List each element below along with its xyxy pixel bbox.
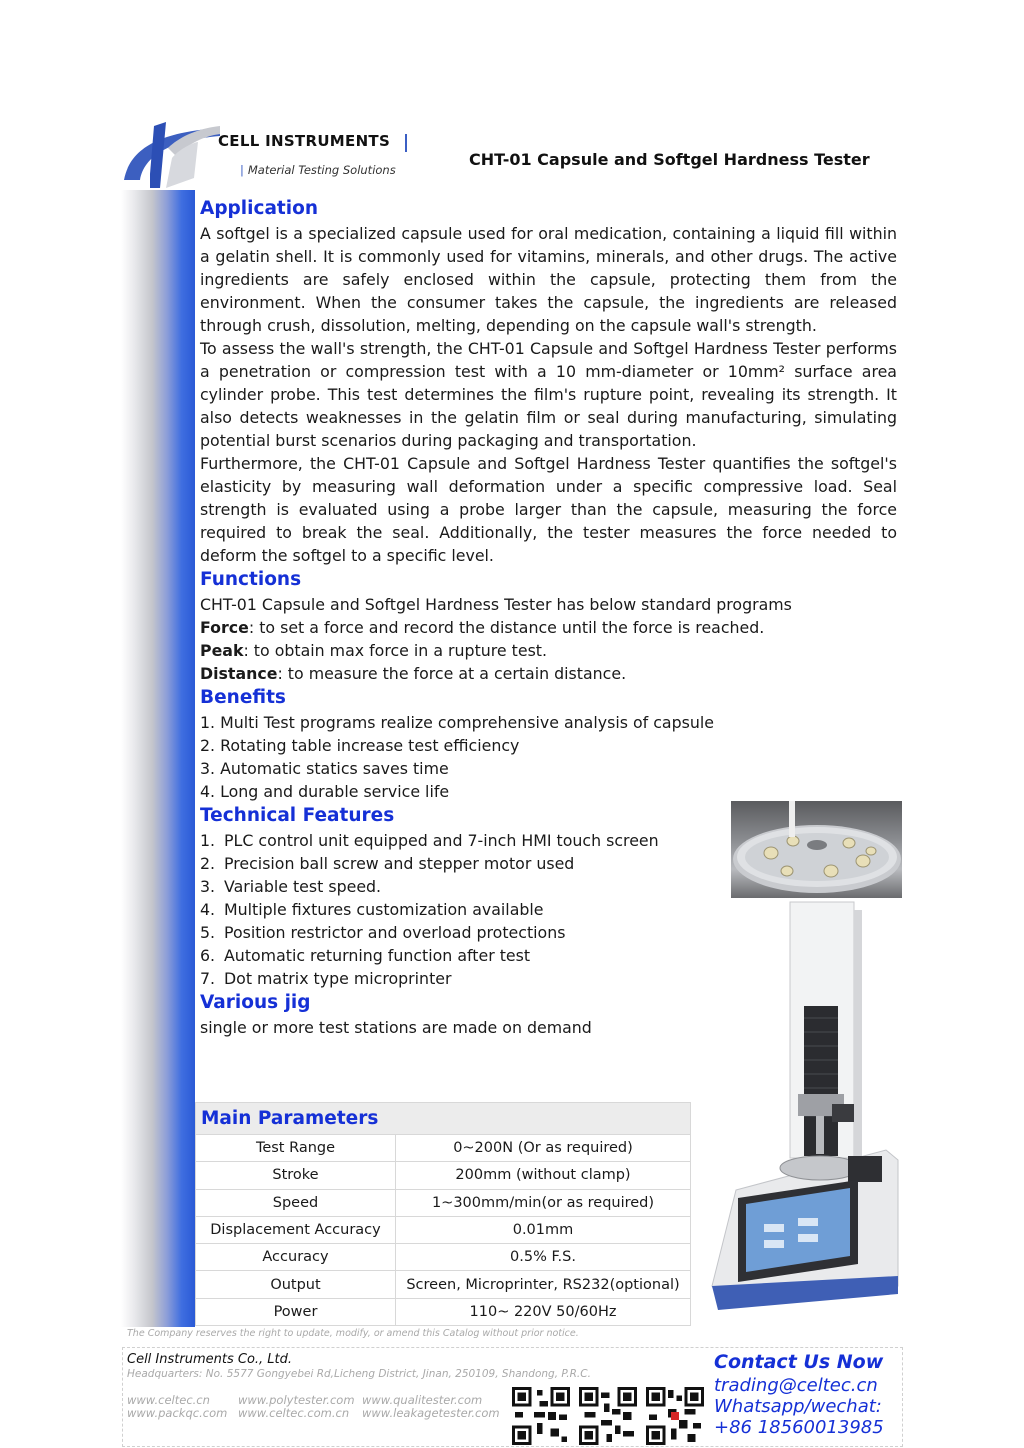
function-term: Peak [200,641,244,660]
feature-number: 6. [200,946,216,965]
application-paragraph: To assess the wall's strength, the CHT-01 Capsule and Softgel Hardness Tester performs a penetration or compression test with a 10 mm-diameter or 10mm² surface area cylinder probe. This test determines the film's rupture point, revealing its strength. It also detects weaknesses in the gelatin film or seal during manufacturing, simulating potential burst scenarios during packaging and transportation. [200,339,897,450]
feature-number: 7. [200,969,216,988]
feature-text: Position restrictor and overload protections [224,923,566,942]
table-row [196,1216,691,1243]
function-item [200,662,897,685]
functions-heading: Functions [200,569,302,590]
parameters-heading: Main Parameters [196,1103,691,1135]
benefits-heading: Benefits [200,687,286,708]
param-value: 110~ 220V 50/60Hz [396,1298,691,1325]
function-term: Distance [200,664,278,683]
table-row [196,1162,691,1189]
function-item [200,616,897,639]
table-row [196,1135,691,1162]
function-desc: : to measure the force at a certain distance. [277,664,627,683]
headquarters-address: Headquarters: No. 5577 Gongyebei Rd,Licheng District, Jinan, 250109, Shandong, P.R.C. [127,1368,591,1380]
param-value: Screen, Microprinter, RS232(optional) [396,1271,691,1298]
benefit-item: 3. Automatic statics saves time [200,759,449,778]
feature-text: Dot matrix type microprinter [224,969,452,988]
param-value: 0.5% F.S. [396,1244,691,1271]
feature-text: Automatic returning function after test [224,946,531,965]
brand-tagline: | Material Testing Solutions [240,163,396,177]
function-desc: : to set a force and record the distance until the force is reached. [248,618,765,637]
website-link[interactable]: www.leakagetester.com [362,1406,500,1420]
feature-text: Variable test speed. [224,877,382,896]
company-name: Cell Instruments Co., Ltd. [127,1352,293,1367]
website-link[interactable]: www.qualitester.com [362,1393,483,1407]
param-name: Power [196,1298,396,1325]
function-term: Force [200,618,249,637]
feature-number: 5. [200,923,216,942]
rotating-table-photo [731,801,902,898]
param-value: 0~200N (Or as required) [396,1135,691,1162]
contact-email[interactable]: trading@celtec.cn [714,1375,878,1396]
table-row [196,1189,691,1216]
contact-whatsapp-label: Whatsapp/wechat: [714,1396,882,1417]
tagline-text: Material Testing Solutions [247,163,396,177]
qr-code-icon [579,1387,637,1445]
qr-code-icon [646,1387,704,1445]
brand-name: CELL INSTRUMENTS [218,132,391,150]
feature-number: 3. [200,877,216,896]
application-paragraph: Furthermore, the CHT-01 Capsule and Softgel Hardness Tester quantifies the softgel's elasticity by measuring wall deformation under a specific compressive load. Seal strength is evaluated using a probe larger than the capsule, measuring the force required to break the seal. Additionally, the tester measures the force needed to deform the softgel to a specific level. [200,454,897,565]
table-row [196,1298,691,1325]
param-name: Test Range [196,1135,396,1162]
contact-phone[interactable]: +86 18560013985 [714,1417,884,1438]
param-name: Stroke [196,1162,396,1189]
side-decoration [121,190,195,1327]
param-value: 200mm (without clamp) [396,1162,691,1189]
disclaimer: The Company reserves the right to update, modify, or amend this Catalog without prior notice. [127,1328,579,1339]
param-name: Displacement Accuracy [196,1216,396,1243]
document-title: CHT-01 Capsule and Softgel Hardness Tester [469,150,870,169]
benefit-item: 1. Multi Test programs realize comprehensive analysis of capsule [200,713,714,732]
qr-code-icon [512,1387,570,1445]
table-row [196,1244,691,1271]
functions-intro: CHT-01 Capsule and Softgel Hardness Tester has below standard programs [200,595,792,614]
website-link[interactable]: www.polytester.com [238,1393,355,1407]
benefit-item: 4. Long and durable service life [200,782,450,801]
table-header-row [196,1103,691,1135]
website-link[interactable]: www.celtec.com.cn [238,1406,350,1420]
feature-text: PLC control unit equipped and 7-inch HMI touch screen [224,831,659,850]
function-desc: : to obtain max force in a rupture test. [243,641,548,660]
website-link[interactable]: www.celtec.cn [127,1393,210,1407]
function-item [200,639,897,662]
main-parameters-table [195,1102,691,1326]
contact-heading: Contact Us Now [714,1351,884,1373]
param-name: Speed [196,1189,396,1216]
feature-text: Multiple fixtures customization available [224,900,544,919]
jig-text: single or more test stations are made on demand [200,1018,592,1037]
technical-heading: Technical Features [200,805,395,826]
tester-machine-photo [708,898,903,1326]
param-value: 0.01mm [396,1216,691,1243]
application-heading: Application [200,198,319,219]
brand-divider [405,134,407,152]
company-logo [120,118,420,194]
feature-number: 2. [200,854,216,873]
website-link[interactable]: www.packqc.com [127,1406,228,1420]
jig-heading: Various jig [200,992,311,1013]
feature-text: Precision ball screw and stepper motor used [224,854,575,873]
table-row [196,1271,691,1298]
benefit-item: 2. Rotating table increase test efficiency [200,736,520,755]
param-name: Output [196,1271,396,1298]
param-value: 1~300mm/min(or as required) [396,1189,691,1216]
param-name: Accuracy [196,1244,396,1271]
feature-number: 4. [200,900,216,919]
feature-number: 1. [200,831,216,850]
application-paragraph: A softgel is a specialized capsule used for oral medication, containing a liquid fill within a gelatin shell. It is commonly used for vitamins, minerals, and other drugs. The active ingredients are safely enclosed within the capsule, protecting them from the environment. When the consumer takes the capsule, the ingredients are released through crush, dissolution, melting, depending on the capsule wall's strength. [200,224,897,335]
